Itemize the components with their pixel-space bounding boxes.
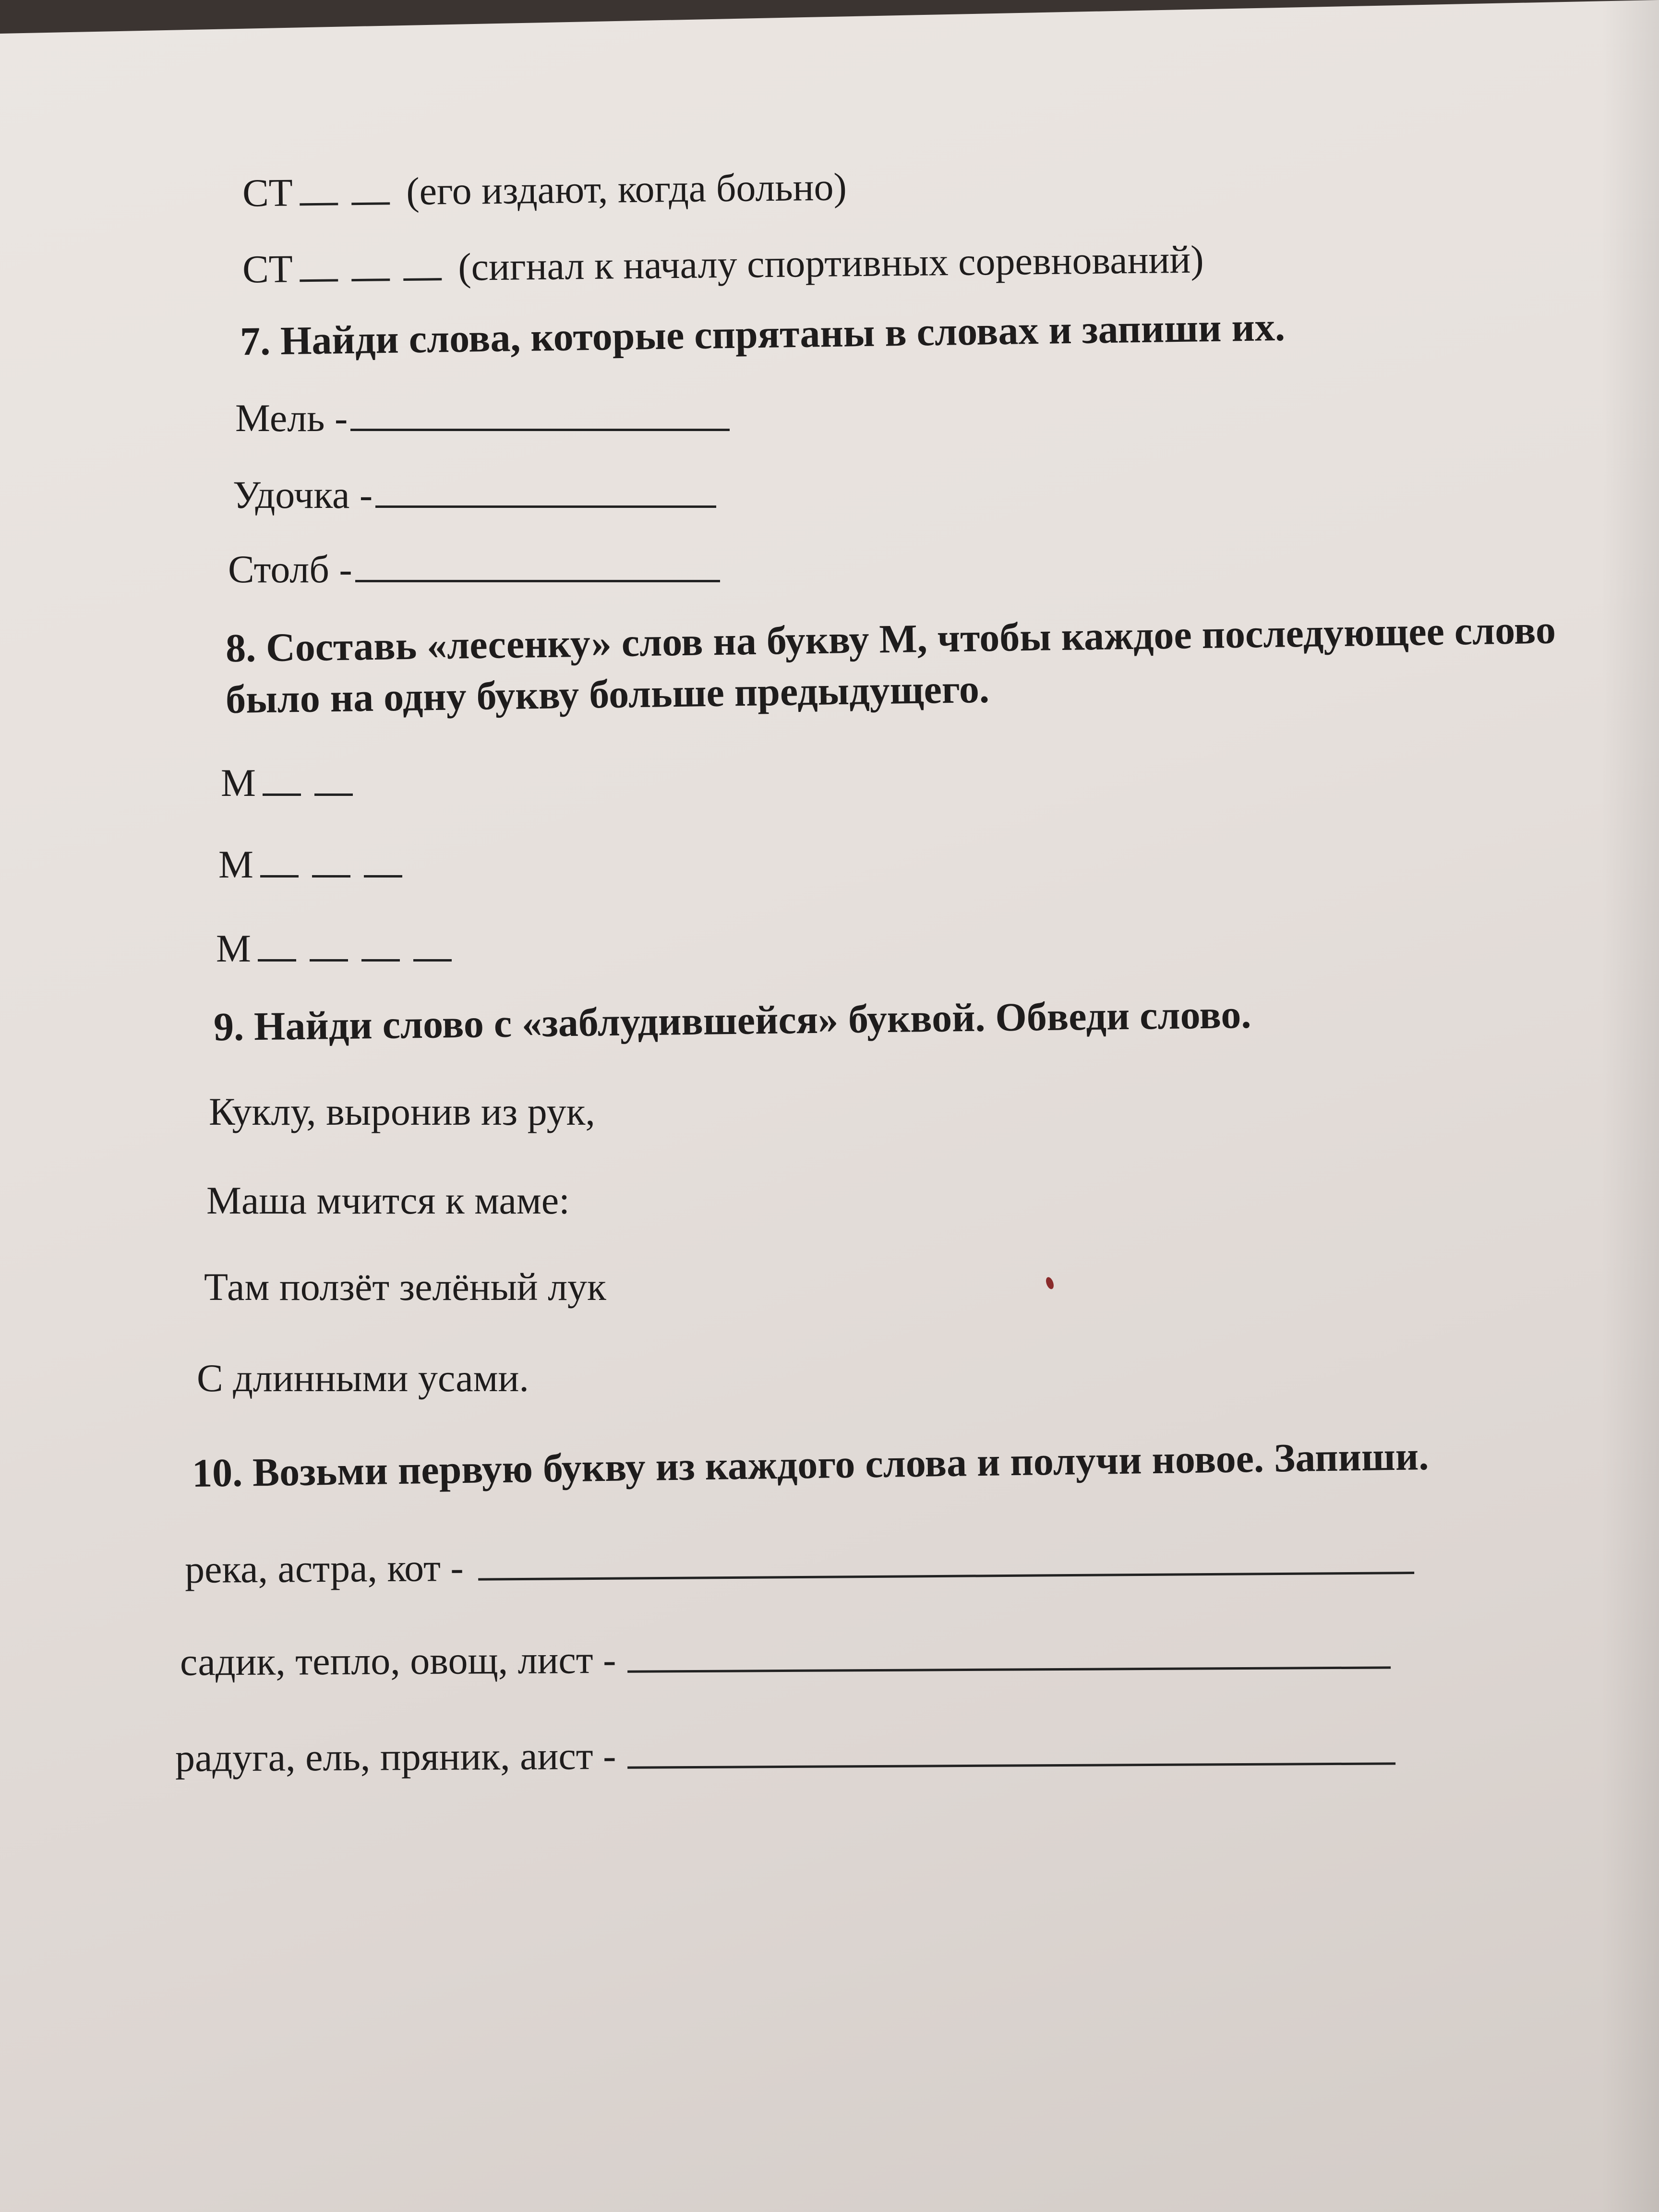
ladder-row-2-letter: М [218, 842, 253, 886]
poem-line-2[interactable]: Маша мчится к маме: [206, 1178, 570, 1222]
poem-line-4[interactable]: С длинными усами. [197, 1356, 529, 1400]
answer-line[interactable] [350, 399, 730, 431]
page-shadow [1601, 0, 1659, 2212]
answer-blank[interactable] [351, 249, 390, 281]
task7-item-2-label: Удочка - [233, 473, 373, 517]
answer-blank[interactable] [258, 929, 296, 962]
task7-item-3-label: Столб - [228, 547, 352, 591]
answer-blank[interactable] [312, 845, 350, 878]
task7-heading: 7. Найди слова, которые спрятаны в словах и запиши их. [240, 304, 1286, 364]
task6-line-1-hint: (его издают, когда больно) [406, 165, 847, 214]
task8-heading-line-2: было на одну букву больше предыдущего. [225, 666, 990, 722]
answer-line[interactable] [478, 1542, 1414, 1581]
ladder-row-1 [221, 763, 360, 803]
task8-heading-line-1: 8. Составь «лесенку» слов на букву М, чтобы каждое последующее слово [225, 607, 1556, 671]
task7-item-3 [228, 547, 720, 591]
answer-blank[interactable] [364, 845, 402, 878]
task7-item-1-label: Мель - [235, 396, 348, 440]
task7-item-2 [233, 475, 716, 515]
answer-blank[interactable] [403, 248, 442, 281]
task10-item-3 [175, 1732, 1396, 1778]
answer-line[interactable] [627, 1732, 1395, 1768]
task10-heading: 10. Возьми первую букву из каждого слова и получи новое. Запиши. [192, 1434, 1429, 1496]
answer-blank[interactable] [263, 764, 301, 796]
task10-item-2 [180, 1636, 1391, 1682]
task6-line-2-prefix: СТ [242, 247, 293, 291]
answer-blank[interactable] [260, 845, 299, 878]
answer-blank[interactable] [314, 764, 353, 796]
ladder-row-1-letter: М [221, 761, 256, 805]
answer-line[interactable] [627, 1636, 1391, 1672]
answer-blank[interactable] [299, 173, 338, 206]
ladder-row-3 [216, 926, 458, 970]
task9-heading: 9. Найди слово с «заблудившейся» буквой. Обведи слово. [213, 992, 1251, 1050]
answer-line[interactable] [375, 476, 716, 508]
answer-blank[interactable] [310, 929, 348, 962]
answer-blank[interactable] [413, 929, 452, 962]
ladder-row-3-letter: М [216, 926, 251, 970]
task10-item-3-label: радуга, ель, пряник, аист - [175, 1733, 616, 1780]
task6-line-2-hint: (сигнал к началу спортивных соревнований) [457, 237, 1204, 289]
task6-line-1 [242, 167, 847, 213]
task6-line-1-prefix: СТ [242, 170, 293, 215]
answer-blank[interactable] [299, 249, 338, 282]
task10-item-1-label: река, астра, кот - [184, 1545, 464, 1591]
poem-line-3[interactable]: Там ползёт зелёный лук [204, 1265, 606, 1309]
task10-item-2-label: садик, тепло, овощ, лист - [180, 1637, 616, 1684]
poem-line-1[interactable]: Куклу, выронив из рук, [209, 1090, 595, 1133]
task7-item-1 [235, 398, 730, 438]
answer-blank[interactable] [361, 929, 400, 962]
answer-line[interactable] [355, 550, 720, 582]
ladder-row-2 [218, 842, 409, 886]
answer-blank[interactable] [351, 172, 390, 205]
